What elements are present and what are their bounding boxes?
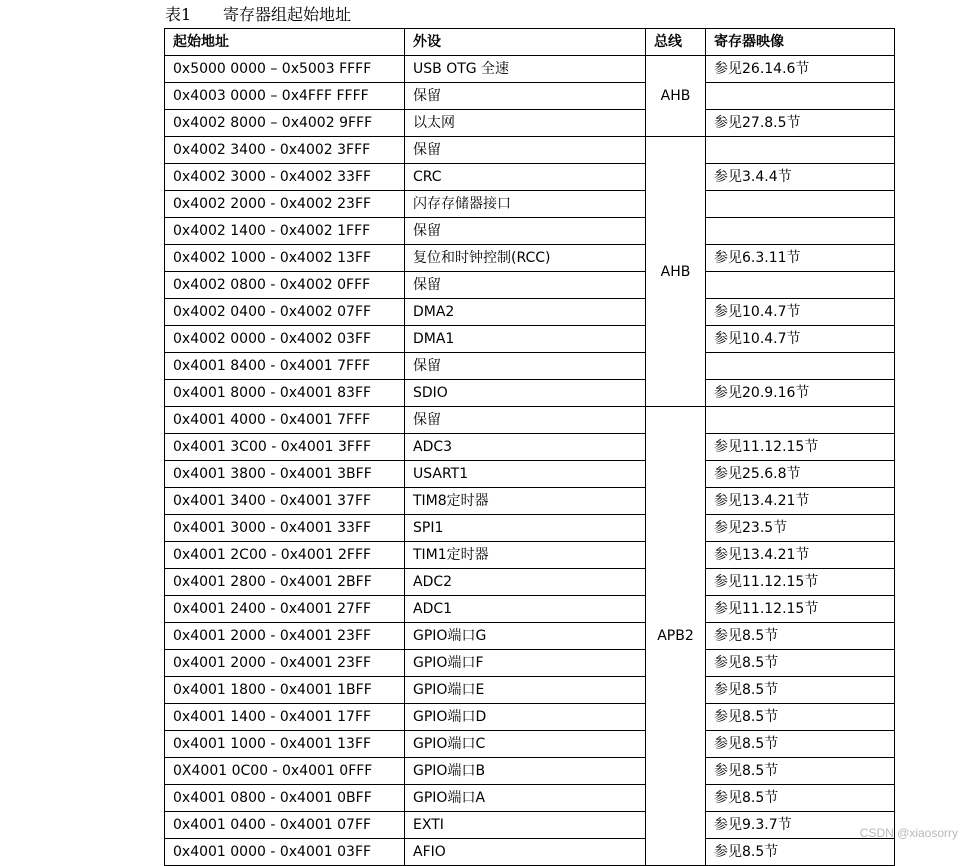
table-body xyxy=(165,56,895,866)
register-map-cell: 参见8.5节 xyxy=(706,623,895,650)
table-row xyxy=(165,677,895,704)
header-peripheral: 外设 xyxy=(405,29,646,56)
register-map-cell: 参见20.9.16节 xyxy=(706,380,895,407)
table-row xyxy=(165,461,895,488)
table-row xyxy=(165,407,895,434)
register-map-cell: 参见11.12.15节 xyxy=(706,434,895,461)
bus-cell: AHB xyxy=(646,56,706,137)
table-row xyxy=(165,380,895,407)
table-row xyxy=(165,623,895,650)
table-row xyxy=(165,326,895,353)
table-row xyxy=(165,434,895,461)
peripheral-cell: GPIO端口D xyxy=(405,704,646,731)
start-address-cell: 0x4001 3800 - 0x4001 3BFF xyxy=(165,461,405,488)
peripheral-cell: ADC2 xyxy=(405,569,646,596)
register-map-cell: 参见3.4.4节 xyxy=(706,164,895,191)
header-register-map: 寄存器映像 xyxy=(706,29,895,56)
watermark: CSDN @xiaosorry xyxy=(859,826,958,840)
start-address-cell: 0x4001 2C00 - 0x4001 2FFF xyxy=(165,542,405,569)
table-row xyxy=(165,110,895,137)
peripheral-cell: 复位和时钟控制(RCC) xyxy=(405,245,646,272)
start-address-cell: 0x4001 2400 - 0x4001 27FF xyxy=(165,596,405,623)
table-row xyxy=(165,650,895,677)
start-address-cell: 0x4001 2000 - 0x4001 23FF xyxy=(165,623,405,650)
register-map-cell: 参见8.5节 xyxy=(706,758,895,785)
peripheral-cell: 保留 xyxy=(405,83,646,110)
start-address-cell: 0x4002 0800 - 0x4002 0FFF xyxy=(165,272,405,299)
register-map-cell: 参见8.5节 xyxy=(706,650,895,677)
start-address-cell: 0x4002 0400 - 0x4002 07FF xyxy=(165,299,405,326)
peripheral-cell: 以太网 xyxy=(405,110,646,137)
table-number: 表1 xyxy=(165,5,192,24)
peripheral-cell: SDIO xyxy=(405,380,646,407)
register-address-table xyxy=(164,28,895,866)
start-address-cell: 0x4001 3400 - 0x4001 37FF xyxy=(165,488,405,515)
register-map-cell xyxy=(706,407,895,434)
peripheral-cell: DMA2 xyxy=(405,299,646,326)
bus-cell: APB2 xyxy=(646,407,706,866)
register-map-cell: 参见26.14.6节 xyxy=(706,56,895,83)
peripheral-cell: 保留 xyxy=(405,353,646,380)
peripheral-cell: GPIO端口B xyxy=(405,758,646,785)
register-map-cell: 参见8.5节 xyxy=(706,839,895,866)
peripheral-cell: 闪存存储器接口 xyxy=(405,191,646,218)
start-address-cell: 0x4001 2000 - 0x4001 23FF xyxy=(165,650,405,677)
start-address-cell: 0x4001 4000 - 0x4001 7FFF xyxy=(165,407,405,434)
peripheral-cell: DMA1 xyxy=(405,326,646,353)
start-address-cell: 0x4001 3C00 - 0x4001 3FFF xyxy=(165,434,405,461)
register-map-cell: 参见8.5节 xyxy=(706,731,895,758)
peripheral-cell: TIM1定时器 xyxy=(405,542,646,569)
start-address-cell: 0x4002 2000 - 0x4002 23FF xyxy=(165,191,405,218)
peripheral-cell: ADC1 xyxy=(405,596,646,623)
peripheral-cell: ADC3 xyxy=(405,434,646,461)
register-map-cell: 参见13.4.21节 xyxy=(706,488,895,515)
register-map-cell: 参见8.5节 xyxy=(706,677,895,704)
table-row xyxy=(165,812,895,839)
start-address-cell: 0x4001 0800 - 0x4001 0BFF xyxy=(165,785,405,812)
table-row xyxy=(165,83,895,110)
start-address-cell: 0x4001 1400 - 0x4001 17FF xyxy=(165,704,405,731)
register-map-cell: 参见11.12.15节 xyxy=(706,596,895,623)
peripheral-cell: GPIO端口F xyxy=(405,650,646,677)
peripheral-cell: AFIO xyxy=(405,839,646,866)
table-title: 寄存器组起始地址 xyxy=(223,5,352,24)
register-map-cell: 参见9.3.7节 xyxy=(706,812,895,839)
peripheral-cell: 保留 xyxy=(405,272,646,299)
peripheral-cell: EXTI xyxy=(405,812,646,839)
table-row xyxy=(165,839,895,866)
table-row xyxy=(165,569,895,596)
peripheral-cell: USART1 xyxy=(405,461,646,488)
start-address-cell: 0x4001 8000 - 0x4001 83FF xyxy=(165,380,405,407)
header-bus: 总线 xyxy=(646,29,706,56)
start-address-cell: 0x4001 2800 - 0x4001 2BFF xyxy=(165,569,405,596)
register-map-cell: 参见27.8.5节 xyxy=(706,110,895,137)
start-address-cell: 0x4002 8000 – 0x4002 9FFF xyxy=(165,110,405,137)
peripheral-cell: GPIO端口C xyxy=(405,731,646,758)
start-address-cell: 0X4001 0C00 - 0x4001 0FFF xyxy=(165,758,405,785)
register-map-cell: 参见11.12.15节 xyxy=(706,569,895,596)
register-map-cell xyxy=(706,191,895,218)
start-address-cell: 0x4001 0400 - 0x4001 07FF xyxy=(165,812,405,839)
peripheral-cell: 保留 xyxy=(405,407,646,434)
peripheral-cell: TIM8定时器 xyxy=(405,488,646,515)
table-row xyxy=(165,515,895,542)
register-map-cell: 参见10.4.7节 xyxy=(706,326,895,353)
peripheral-cell: 保留 xyxy=(405,218,646,245)
start-address-cell: 0x4003 0000 – 0x4FFF FFFF xyxy=(165,83,405,110)
table-row xyxy=(165,353,895,380)
peripheral-cell: GPIO端口G xyxy=(405,623,646,650)
register-map-cell: 参见13.4.21节 xyxy=(706,542,895,569)
register-map-cell: 参见8.5节 xyxy=(706,785,895,812)
table-row xyxy=(165,218,895,245)
table-row xyxy=(165,488,895,515)
table-row xyxy=(165,272,895,299)
start-address-cell: 0x4001 1800 - 0x4001 1BFF xyxy=(165,677,405,704)
register-map-cell xyxy=(706,272,895,299)
table-row xyxy=(165,785,895,812)
header-start-address: 起始地址 xyxy=(165,29,405,56)
register-map-cell xyxy=(706,83,895,110)
start-address-cell: 0x4001 3000 - 0x4001 33FF xyxy=(165,515,405,542)
start-address-cell: 0x5000 0000 – 0x5003 FFFF xyxy=(165,56,405,83)
start-address-cell: 0x4002 3400 - 0x4002 3FFF xyxy=(165,137,405,164)
table-row xyxy=(165,191,895,218)
start-address-cell: 0x4001 0000 - 0x4001 03FF xyxy=(165,839,405,866)
start-address-cell: 0x4002 0000 - 0x4002 03FF xyxy=(165,326,405,353)
start-address-cell: 0x4001 1000 - 0x4001 13FF xyxy=(165,731,405,758)
register-map-cell: 参见8.5节 xyxy=(706,704,895,731)
start-address-cell: 0x4002 3000 - 0x4002 33FF xyxy=(165,164,405,191)
register-map-cell xyxy=(706,353,895,380)
register-map-cell: 参见6.3.11节 xyxy=(706,245,895,272)
bus-cell: AHB xyxy=(646,137,706,407)
table-row xyxy=(165,164,895,191)
peripheral-cell: CRC xyxy=(405,164,646,191)
start-address-cell: 0x4001 8400 - 0x4001 7FFF xyxy=(165,353,405,380)
peripheral-cell: GPIO端口A xyxy=(405,785,646,812)
peripheral-cell: SPI1 xyxy=(405,515,646,542)
register-map-cell: 参见10.4.7节 xyxy=(706,299,895,326)
peripheral-cell: 保留 xyxy=(405,137,646,164)
register-map-cell: 参见23.5节 xyxy=(706,515,895,542)
table-caption xyxy=(165,2,351,25)
start-address-cell: 0x4002 1400 - 0x4002 1FFF xyxy=(165,218,405,245)
start-address-cell: 0x4002 1000 - 0x4002 13FF xyxy=(165,245,405,272)
peripheral-cell: USB OTG 全速 xyxy=(405,56,646,83)
table-row xyxy=(165,299,895,326)
table-row xyxy=(165,596,895,623)
peripheral-cell: GPIO端口E xyxy=(405,677,646,704)
table-row xyxy=(165,758,895,785)
header-row xyxy=(165,29,895,56)
table-row xyxy=(165,56,895,83)
table-row xyxy=(165,704,895,731)
table-row xyxy=(165,137,895,164)
register-map-cell xyxy=(706,137,895,164)
table-row xyxy=(165,542,895,569)
table-row xyxy=(165,731,895,758)
register-map-cell: 参见25.6.8节 xyxy=(706,461,895,488)
table-row xyxy=(165,245,895,272)
register-map-cell xyxy=(706,218,895,245)
